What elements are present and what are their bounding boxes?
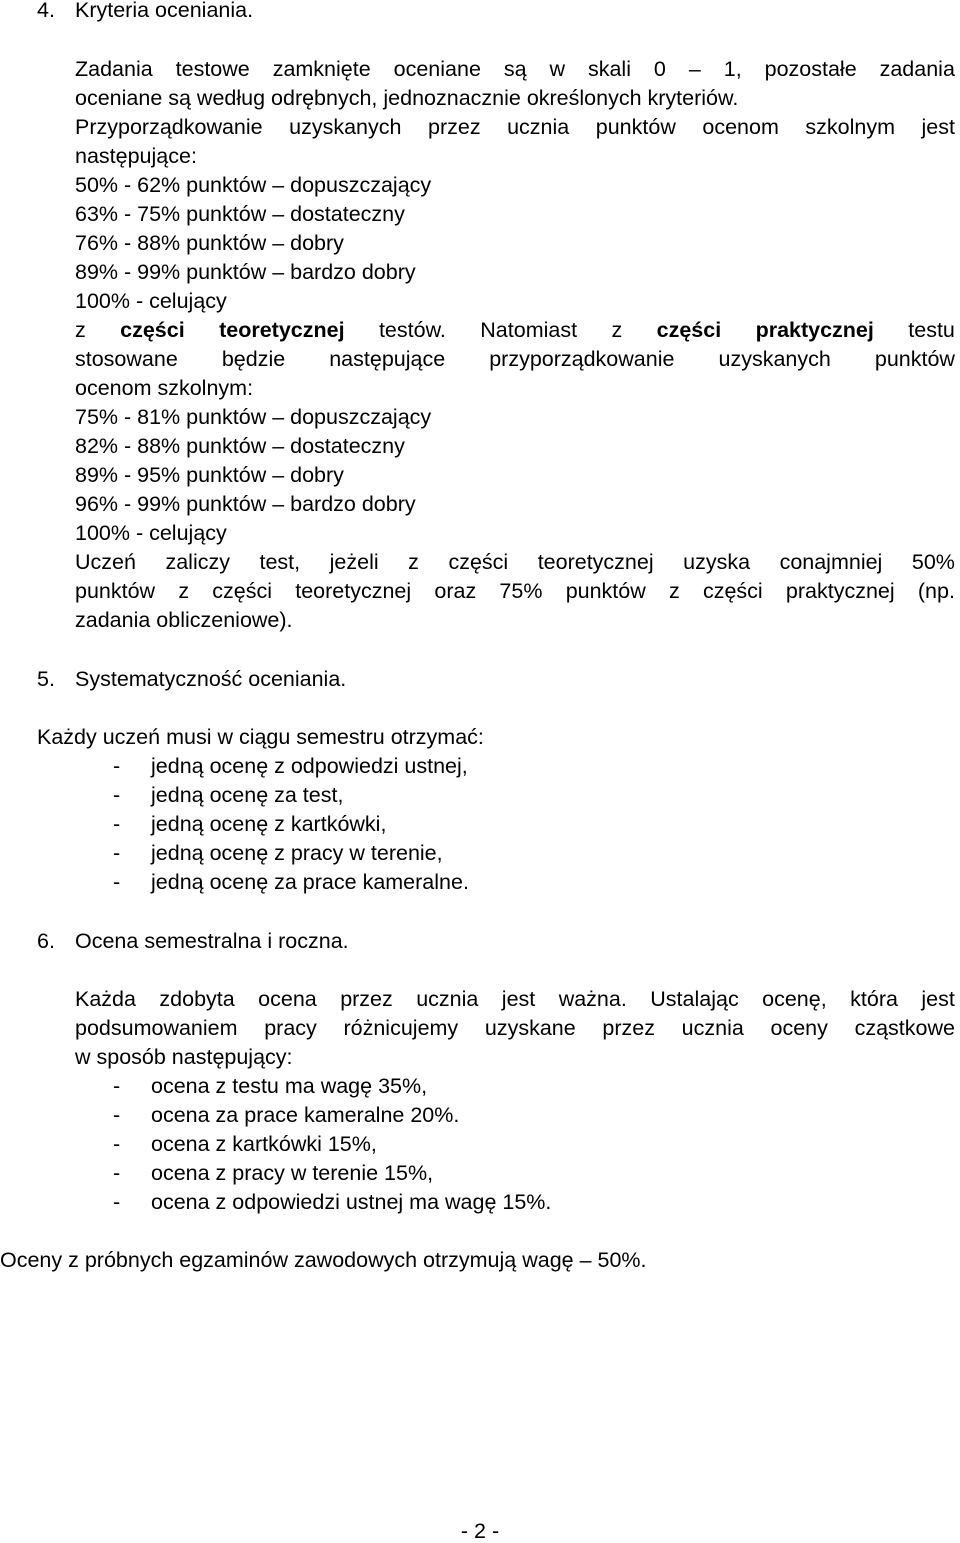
bullet-dash: - [113,1161,121,1185]
word: szkolnym [805,115,895,139]
bullet-dash: - [113,754,121,778]
word: z [611,318,623,342]
bullet-dash: - [113,870,121,894]
list-item-text: ocena za prace kameralne 20%. [151,1103,460,1127]
word: teoretycznej [537,550,654,574]
list-item [113,1192,551,1214]
word: Przyporządkowanie [75,115,263,139]
closing-note: Oceny z próbnych egzaminów zawodowych otrzymują wagę – 50%. [0,1248,647,1272]
word: ocenę, [762,987,827,1011]
word: jest [921,987,955,1011]
word: w [549,57,566,81]
word: jeżeli [329,550,379,574]
word: przyporządkowanie [489,347,675,371]
word: zadania [879,57,955,81]
word: jest [921,115,955,139]
grade-threshold: 50% - 62% punktów – dopuszczający [75,173,432,197]
grade-threshold: 76% - 88% punktów – dobry [75,231,344,255]
word: zamknięte [272,57,371,81]
grade-threshold: 100% - celujący [75,521,227,545]
word: z [408,550,419,574]
bold-word: teoretycznej [219,318,345,342]
bold-word: części [656,318,722,342]
list-item-text: ocena z odpowiedzi ustnej ma wagę 15%. [151,1190,552,1214]
section-number: 5. [37,667,55,691]
word: punktów [75,579,156,603]
bullet-dash: - [113,812,121,836]
word: części [702,579,763,603]
section-4-heading [37,0,253,22]
grade-threshold: 82% - 88% punktów – dostateczny [75,434,405,458]
word: będzie [221,347,286,371]
word: 50% [911,550,955,574]
word: testowe [175,57,250,81]
word: przez [340,987,393,1011]
word: (np. [917,579,955,603]
word: 1, [723,57,742,81]
word: 75% [499,579,543,603]
section-5-heading [37,669,346,691]
list-item [113,814,386,836]
word: uzyskanych [718,347,831,371]
word: części [212,579,273,603]
list-item [113,756,468,778]
bullet-dash: - [113,783,121,807]
word: różnicujemy [343,1016,459,1040]
word: ocenom [702,115,779,139]
word: ocena [258,987,317,1011]
word: testu [908,318,955,342]
list-item-text: jedną ocenę z odpowiedzi ustnej, [151,754,468,778]
paragraph-line: Każdy uczeń musi w ciągu semestru otrzymać: [37,725,484,749]
word: conajmniej [779,550,883,574]
word: uzyskanych [289,115,402,139]
word: zdobyta [159,987,235,1011]
word: przez [602,1016,655,1040]
word: punktów [595,115,676,139]
bullet-dash: - [113,1190,121,1214]
word: Zadania [75,57,153,81]
word: testów. [378,318,446,342]
paragraph-line [75,552,955,574]
word: pracy [264,1016,317,1040]
word: jest [501,987,536,1011]
word: oraz [434,579,477,603]
word: zaliczy [165,550,230,574]
paragraph-line: oceniane są według odrębnych, jednoznacznie określonych kryteriów. [75,86,739,110]
list-item-text: jedną ocenę za test, [151,783,344,807]
list-item-text: jedną ocenę z pracy w terenie, [151,841,443,865]
list-item-text: ocena z testu ma wagę 35%, [151,1074,428,1098]
word: są [503,57,527,81]
word: podsumowaniem [75,1016,238,1040]
paragraph-line [75,349,955,371]
word: uzyskane [484,1016,576,1040]
word: Każda [75,987,136,1011]
section-6-heading [37,931,349,953]
grade-threshold: 89% - 99% punktów – bardzo dobry [75,260,416,284]
grade-threshold: 63% - 75% punktów – dostateczny [75,202,405,226]
list-item [113,1163,433,1185]
word: cząstkowe [854,1016,955,1040]
list-item-text: ocena z pracy w terenie 15%, [151,1161,434,1185]
grade-threshold: 75% - 81% punktów – dopuszczający [75,405,432,429]
word: stosowane [75,347,178,371]
word: punktów [565,579,646,603]
word: z [178,579,190,603]
list-item [113,1134,377,1156]
word: teoretycznej [295,579,412,603]
word: ucznia [416,987,479,1011]
paragraph-line: zadania obliczeniowe). [75,608,293,632]
page-number: - 2 - [460,1519,500,1543]
paragraph-line [75,1018,955,1040]
list-item [113,785,343,807]
word: ucznia [507,115,570,139]
word: Uczeń [75,550,136,574]
list-item-text: jedną ocenę z kartkówki, [151,812,387,836]
word: oceniane [393,57,481,81]
word: ucznia [681,1016,744,1040]
word: pozostałe [764,57,857,81]
word: części [448,550,509,574]
paragraph-line [75,320,955,342]
grade-threshold: 100% - celujący [75,289,227,313]
word: punktów [874,347,955,371]
grade-threshold: 89% - 95% punktów – dobry [75,463,344,487]
paragraph-line: w sposób następujący: [75,1045,293,1069]
list-item [113,872,469,894]
list-item-text: ocena z kartkówki 15%, [151,1132,377,1156]
paragraph-line [75,59,955,81]
word: ważna. [558,987,627,1011]
paragraph-line [75,117,955,139]
word: przez [428,115,481,139]
word: 0 [653,57,666,81]
bullet-dash: - [113,1103,121,1127]
paragraph-line [75,581,955,603]
list-item [113,1105,459,1127]
word: test, [259,550,301,574]
word: następujące [329,347,446,371]
word: Natomiast [480,318,578,342]
word: z [669,579,680,603]
list-item-text: jedną ocenę za prace kameralne. [151,870,469,894]
paragraph-line [75,989,955,1011]
section-title: Kryteria oceniania. [75,0,254,22]
paragraph-line: ocenom szkolnym: [75,376,254,400]
list-item [113,1076,427,1098]
bullet-dash: - [113,841,121,865]
grade-threshold: 96% - 99% punktów – bardzo dobry [75,492,416,516]
section-title: Ocena semestralna i roczna. [75,929,349,953]
word: – [688,57,701,81]
word: skali [587,57,631,81]
bold-word: części [120,318,185,342]
word: uzyska [683,550,751,574]
word: oceny [770,1016,828,1040]
bullet-dash: - [113,1074,121,1098]
section-number: 4. [37,0,55,22]
word: która [850,987,898,1011]
list-item [113,843,443,865]
bold-word: praktycznej [755,318,874,342]
word: z [75,318,86,342]
bullet-dash: - [113,1132,121,1156]
section-number: 6. [37,929,55,953]
paragraph-line: następujące: [75,144,197,168]
word: praktycznej [785,579,895,603]
section-title: Systematyczność oceniania. [75,667,347,691]
word: Ustalając [650,987,739,1011]
